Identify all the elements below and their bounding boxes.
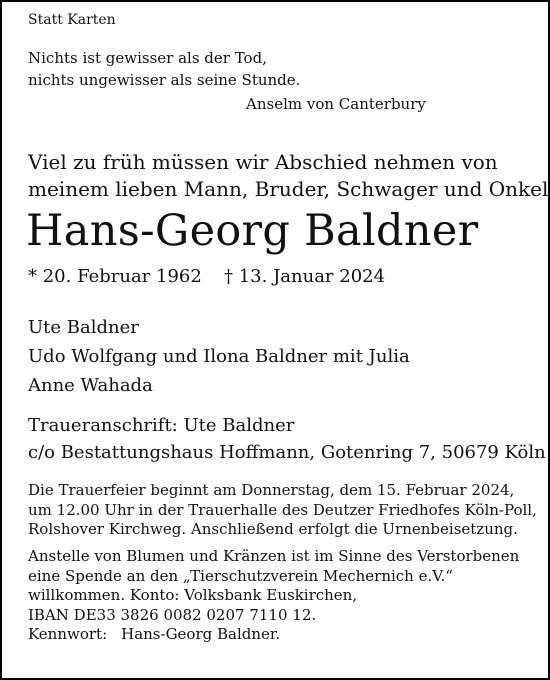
intro-line: Viel zu früh müssen wir Abschied nehmen von <box>28 150 498 174</box>
deceased-name: Hans-Georg Baldner <box>26 206 479 256</box>
donation-line: Anstelle von Blumen und Kränzen ist im Sinne des Verstorbenen <box>28 547 520 565</box>
donation-line: eine Spende an den „Tierschutzverein Mechernich e.V.“ <box>28 566 453 585</box>
family-list <box>28 313 410 400</box>
quote-block <box>28 47 300 91</box>
ceremony-line: Die Trauerfeier beginnt am Donnerstag, dem 15. Februar 2024, <box>28 481 515 499</box>
mourning-address <box>28 412 546 466</box>
donation-line: willkommen. Konto: Volksbank Euskirchen, <box>28 586 358 604</box>
intro-line: meinem lieben Mann, Bruder, Schwager und Onkel <box>28 177 549 201</box>
address-line: Traueranschrift: Ute Baldner <box>28 415 295 436</box>
address-line: c/o Bestattungshaus Hoffmann, Gotenring 7, 50679 Köln <box>28 442 546 463</box>
donation-keyword <box>28 625 519 645</box>
intro-text <box>28 149 548 203</box>
family-member: Ute Baldner <box>28 317 139 338</box>
header-note: Statt Karten <box>28 12 116 28</box>
donation-info <box>28 547 519 645</box>
keyword-label: Kennwort: <box>28 625 108 643</box>
quote-line: Nichts ist gewisser als der Tod, <box>28 49 267 67</box>
keyword-value: Hans-Georg Baldner. <box>121 625 281 643</box>
quote-author: Anselm von Canterbury <box>246 95 426 113</box>
ceremony-line: um 12.00 Uhr in der Trauerhalle des Deutzer Friedhofes Köln-Poll, <box>28 500 537 519</box>
donation-line: IBAN DE33 3826 0082 0207 7110 12. <box>28 605 317 624</box>
quote-line: nichts ungewisser als seine Stunde. <box>28 71 301 89</box>
family-member: Udo Wolfgang und Ilona Baldner mit Julia <box>28 346 410 367</box>
ceremony-line: Rolshover Kirchweg. Anschließend erfolgt die Urnenbeisetzung. <box>28 520 518 538</box>
death-date: † 13. Januar 2024 <box>224 266 386 287</box>
birth-date: * 20. Februar 1962 <box>28 266 202 287</box>
family-member: Anne Wahada <box>28 375 153 396</box>
ceremony-info <box>28 481 537 540</box>
